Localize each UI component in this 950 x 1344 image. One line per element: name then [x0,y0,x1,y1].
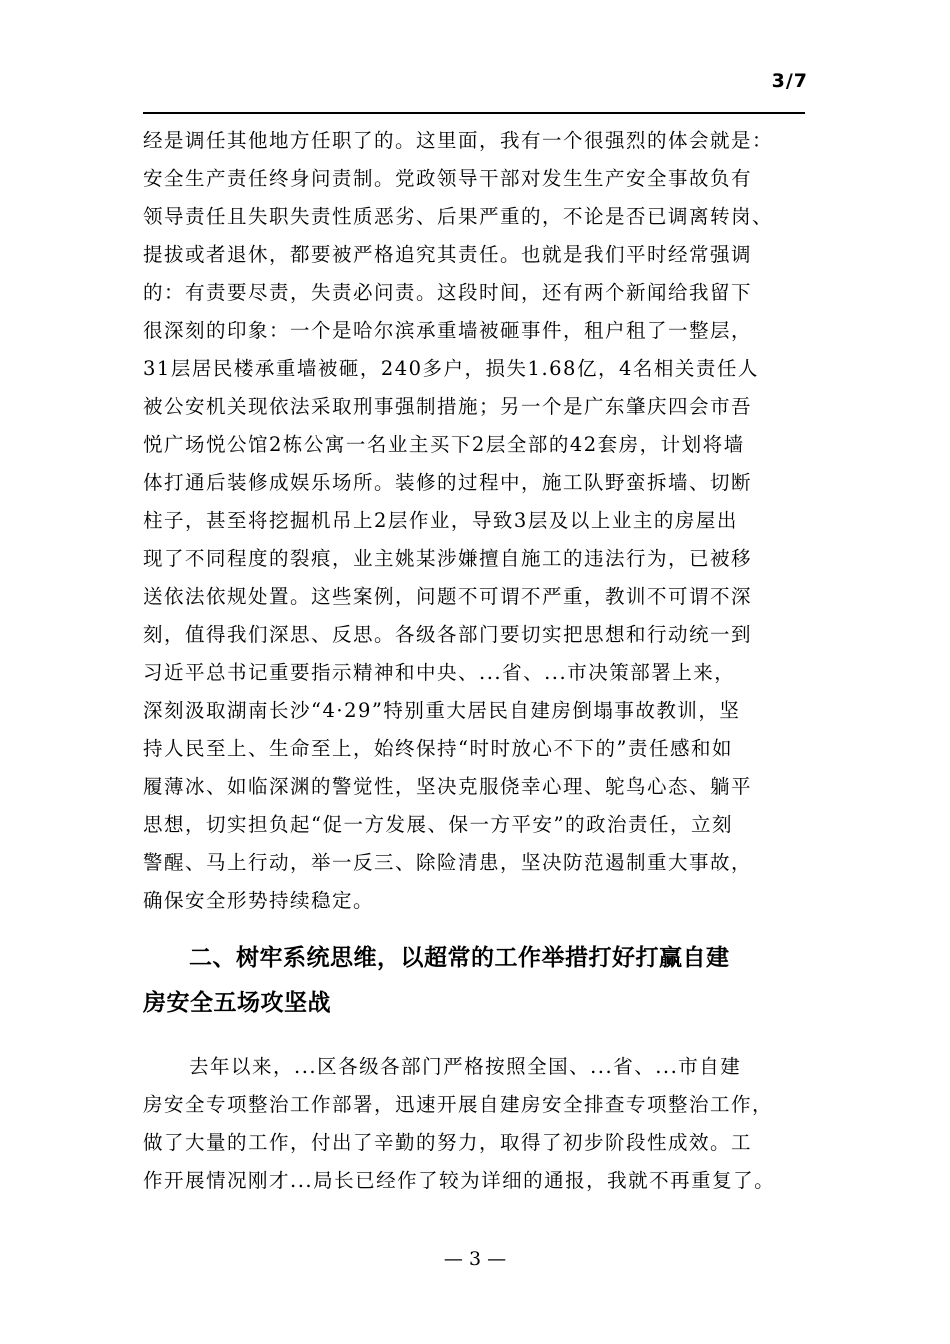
footer-page-number: — 3 — [443,1248,507,1270]
text-line: 确保安全形势持续稳定。 [143,889,375,912]
text-line: 悦广场悦公馆2栋公寓一名业主买下2层全部的42套房，计划将墙 [143,433,745,456]
text-line: 提拔或者退休，都要被严格追究其责任。也就是我们平时经常强调 [143,243,753,266]
text-line: 习近平总书记重要指示精神和中央、...省、...市决策部署上来， [143,661,736,684]
text-line: 作开展情况刚才...局长已经作了较为详细的通报，我就不再重复了。 [143,1169,776,1192]
text-line: 很深刻的印象：一个是哈尔滨承重墙被砸事件，租户租了一整层， [143,319,753,342]
section-heading [143,936,805,1026]
text-line: 送依法依规处置。这些案例，问题不可谓不严重，教训不可谓不深 [143,585,753,608]
text-line: 柱子，甚至将挖掘机吊上2层作业，导致3层及以上业主的房屋出 [143,509,738,532]
text-line: 履薄冰、如临深渊的警觉性，坚决克服侥幸心理、鸵鸟心态、躺平 [143,775,753,798]
paragraph-2 [143,1048,805,1200]
text-line: 经是调任其他地方任职了的。这里面，我有一个很强烈的体会就是： [143,129,774,152]
text-line: 被公安机关现依法采取刑事强制措施；另一个是广东肇庆四会市吾 [143,395,753,418]
text-line: 警醒、马上行动，举一反三、除险清患，坚决防范遏制重大事故， [143,851,753,874]
text-line: 持人民至上、生命至上，始终保持“时时放心不下的”责任感和如 [143,737,733,760]
text-line: 思想，切实担负起“促一方发展、保一方平安”的政治责任，立刻 [143,813,733,836]
text-line: 安全生产责任终身问责制。党政领导干部对发生生产安全事故负有 [143,167,753,190]
paragraph-1 [143,122,805,920]
text-line: 深刻汲取湖南长沙“4·29”特别重大居民自建房倒塌事故教训，坚 [143,699,741,722]
text-line: 的：有责要尽责，失责必问责。这段时间，还有两个新闻给我留下 [143,281,753,304]
text-line: 领导责任且失职失责性质恶劣、后果严重的，不论是否已调离转岗、 [143,205,774,228]
page-indicator: 3/7 [771,70,808,92]
text-line: 刻，值得我们深思、反思。各级各部门要切实把思想和行动统一到 [143,623,753,646]
text-line: 现了不同程度的裂痕，业主姚某涉嫌擅自施工的违法行为，已被移 [143,547,753,570]
header-rule [143,112,805,114]
text-line: 去年以来，...区各级各部门严格按照全国、...省、...市自建 [189,1055,742,1078]
heading-line: 二、树牢系统思维，以超常的工作举措打好打赢自建 [189,945,730,971]
text-line: 做了大量的工作，付出了辛勤的努力，取得了初步阶段性成效。工 [143,1131,753,1154]
heading-line: 房安全五场攻坚战 [143,990,331,1016]
text-line: 31层居民楼承重墙被砸，240多户，损失1.68亿，4名相关责任人 [143,357,759,380]
text-line: 房安全专项整治工作部署，迅速开展自建房安全排查专项整治工作， [143,1093,774,1116]
text-line: 体打通后装修成娱乐场所。装修的过程中，施工队野蛮拆墙、切断 [143,471,753,494]
document-body [143,122,805,1200]
